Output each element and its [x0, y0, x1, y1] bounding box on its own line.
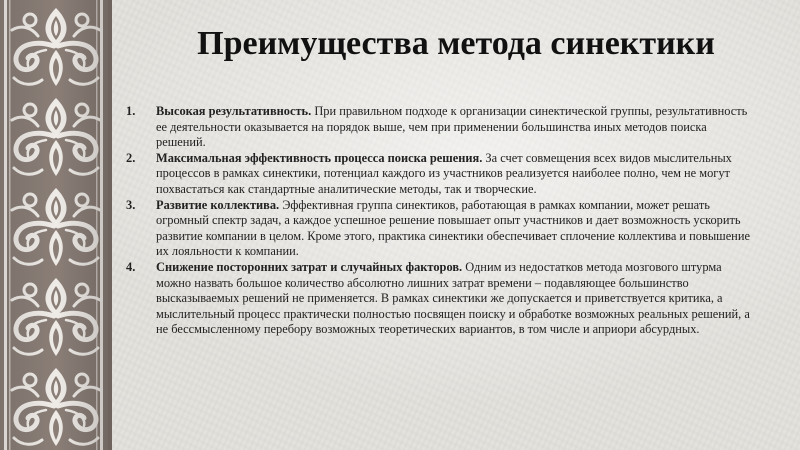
item-number: 2. — [126, 150, 136, 165]
ornamental-scroll-border-icon — [0, 0, 112, 450]
item-text: При правильном подходе к организации синектической группы, результативность ее деятельности оказывается на порядок выше, чем при применении большинства иных методов поиска решений. — [156, 104, 748, 150]
item-text: Одним из недостатков метода мозгового штурма можно назвать большое количество абсолютно лишних затрат времени – подавляющее большинство высказываемых решений не применяется. В рамках синектики же допускается и приветствуется критика, а мыслительный процесс практически полностью посвящен поиску и обработке возможных реальных решений, а не бессмысленному перебору возможных теоретических вариантов, в том числе и априори абсурдных. — [156, 259, 750, 337]
list-item — [126, 260, 756, 338]
item-text: За счет совмещения всех видов мыслительных процессов в рамках синектики, потенциал каждого из участников реализуется наиболее полно, чем не могут похвастаться как стандартные аналитические методы, так и творческие. — [156, 150, 732, 196]
item-heading: Высокая результативность. — [156, 104, 312, 118]
item-heading: Снижение посторонних затрат и случайных факторов. — [156, 259, 463, 274]
list-item — [126, 198, 756, 260]
item-number: 4. — [126, 259, 136, 274]
list-item — [126, 151, 756, 198]
item-number: 1. — [126, 104, 136, 118]
advantages-list — [126, 104, 756, 338]
page-title: Преимущества метода синектики — [197, 25, 715, 62]
item-heading: Развитие коллектива. — [156, 197, 280, 212]
item-text: Эффективная группа синектиков, работающая в рамках компании, может решать огромный спектр задач, а каждое успешное решение повышает опыт участников и дает возможность ускорить развитие компании в целом. Кроме этого, практика синектики обеспечивает сплочение коллектива и повышение их лояльности к компании. — [156, 197, 750, 259]
item-heading: Максимальная эффективность процесса поиска решения. — [156, 150, 483, 165]
item-number: 3. — [126, 197, 136, 212]
list-item — [126, 104, 756, 151]
